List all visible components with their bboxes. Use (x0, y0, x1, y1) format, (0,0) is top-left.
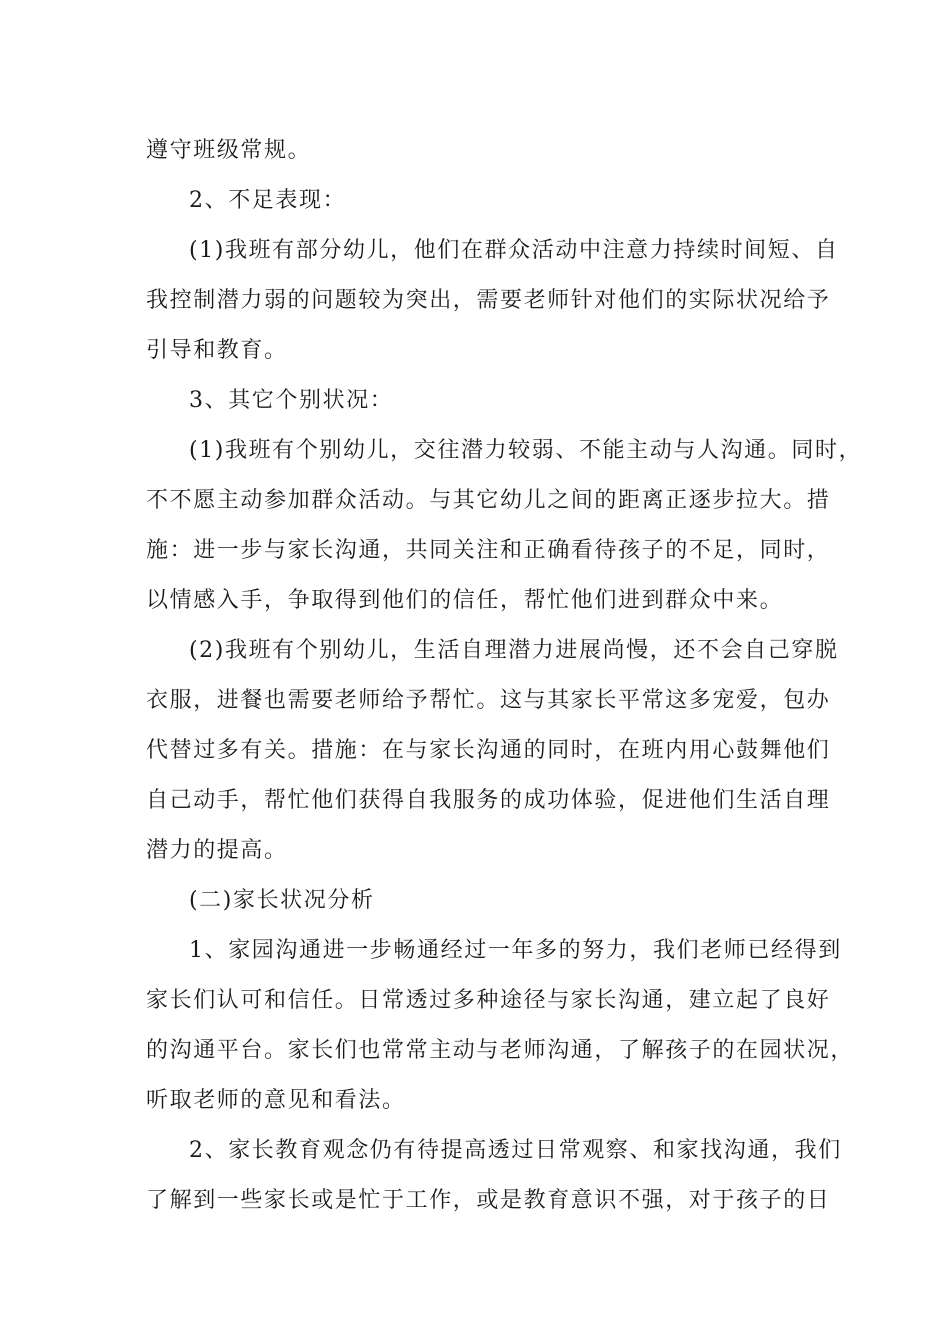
text-line: 代替过多有关。措施：在与家长沟通的同时，在班内用心鼓舞他们 (146, 738, 831, 763)
text-line: (2)我班有个别幼儿，生活自理潜力进展尚慢，还不会自己穿脱 (189, 638, 839, 663)
section-heading: 3、其它个别状况： (189, 388, 394, 413)
text-line: 家长们认可和信任。日常透过多种途径与家长沟通，建立起了良好 (146, 988, 831, 1013)
text-line: 的沟通平台。家长们也常常主动与老师沟通，了解孩子的在园状况， (146, 1038, 855, 1063)
text-line: 引导和教育。 (146, 338, 288, 363)
text-line: 以情感入手，争取得到他们的信任，帮忙他们进到群众中来。 (146, 588, 784, 613)
text-line: 不不愿主动参加群众活动。与其它幼儿之间的距离正逐步拉大。措 (146, 488, 831, 513)
text-line: 了解到一些家长或是忙于工作，或是教育意识不强，对于孩子的日 (146, 1188, 831, 1213)
text-line: 自己动手，帮忙他们获得自我服务的成功体验，促进他们生活自理 (146, 788, 831, 813)
text-line: (1)我班有个别幼儿，交往潜力较弱、不能主动与人沟通。同时， (189, 438, 863, 463)
text-line: 遵守班级常规。 (146, 138, 312, 163)
text-line: 2、家长教育观念仍有待提高透过日常观察、和家找沟通，我们 (189, 1138, 842, 1163)
text-line: 衣服，进餐也需要老师给予帮忙。这与其家长平常这多宠爱，包办 (146, 688, 831, 713)
text-line: 1、家园沟通进一步畅通经过一年多的努力，我们老师已经得到 (189, 938, 842, 963)
text-line: 潜力的提高。 (146, 838, 288, 863)
text-line: 我控制潜力弱的问题较为突出，需要老师针对他们的实际状况给予 (146, 288, 831, 313)
text-line: (1)我班有部分幼儿，他们在群众活动中注意力持续时间短、自 (189, 238, 839, 263)
section-heading: 2、不足表现： (189, 188, 347, 213)
text-line: 听取老师的意见和看法。 (146, 1088, 406, 1113)
text-line: 施：进一步与家长沟通，共同关注和正确看待孩子的不足，同时， (146, 538, 831, 563)
section-heading: (二)家长状况分析 (189, 888, 375, 913)
